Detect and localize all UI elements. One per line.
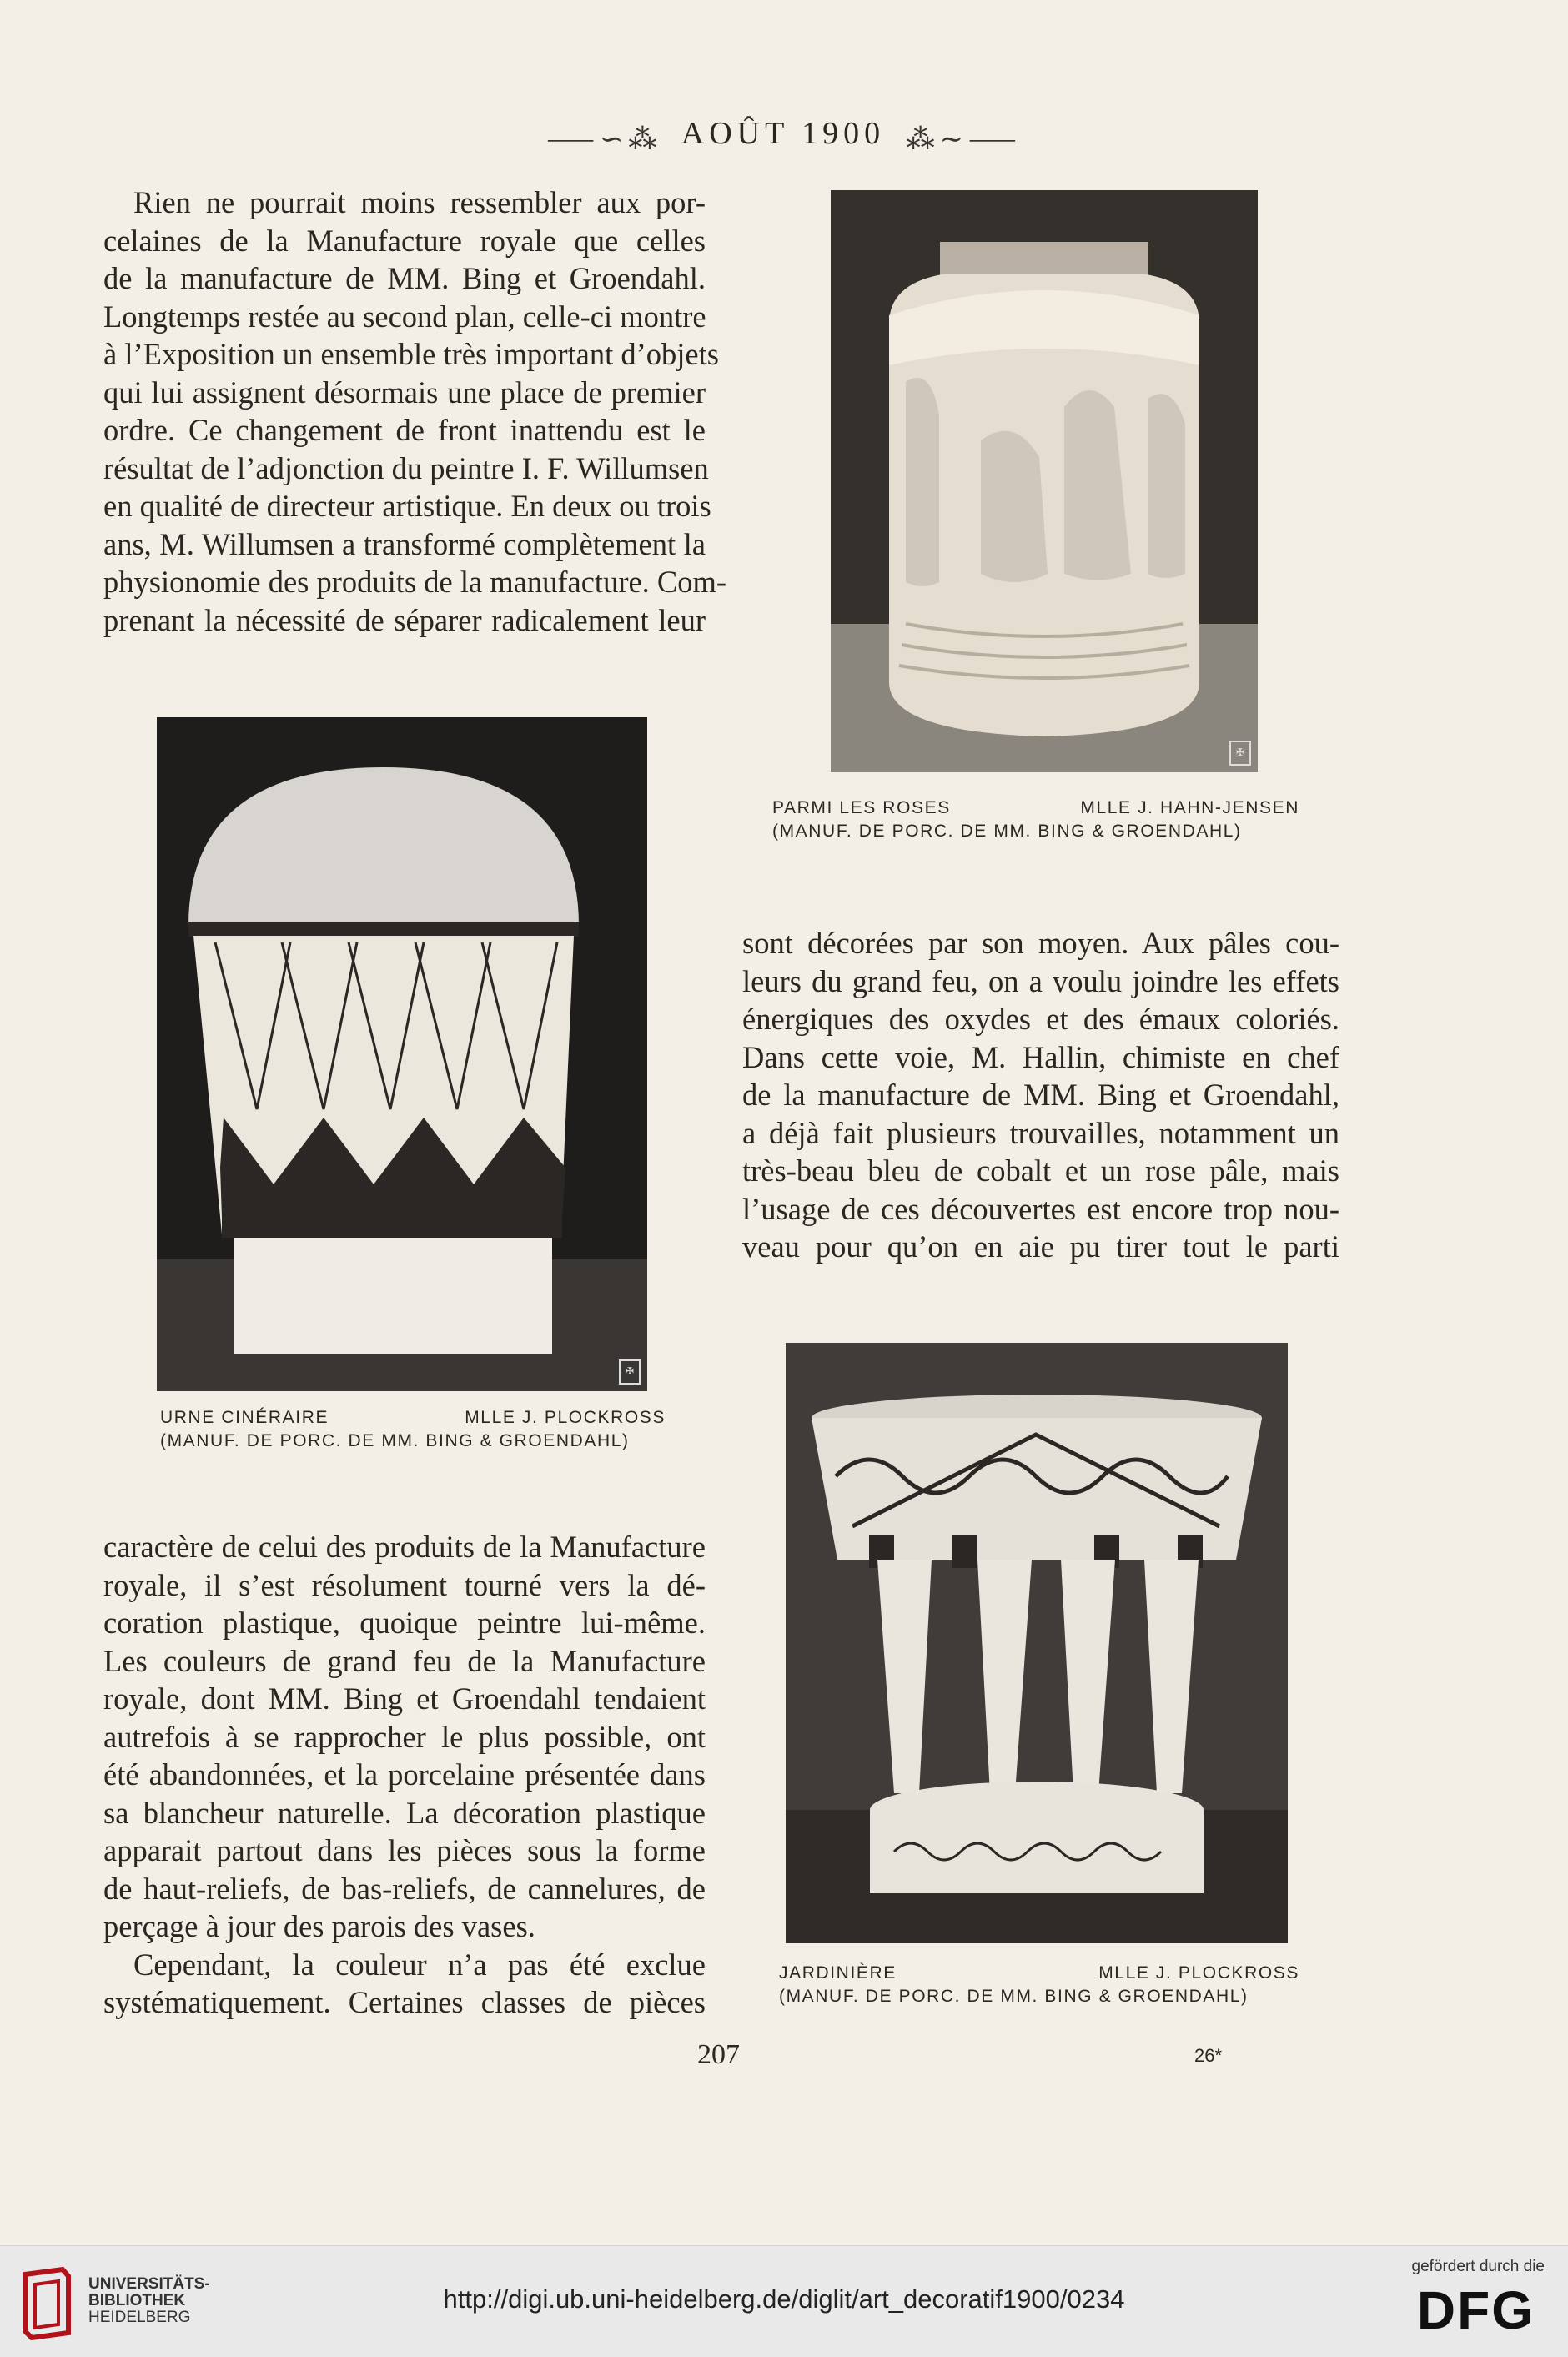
photo-jardiniere bbox=[786, 1343, 1288, 1943]
photo-urne-cineraire bbox=[157, 717, 647, 1391]
library-line-3: HEIDELBERG bbox=[88, 2309, 191, 2326]
caption-maker: (MANUF. DE PORC. DE MM. BING & GROENDAHL) bbox=[160, 1431, 630, 1450]
monogram-icon: ✠ bbox=[1229, 741, 1251, 766]
text-line: autrefois à se rapprocher le plus possible, ont bbox=[103, 1719, 706, 1754]
text-line: prenant la nécessité de séparer radicalement leur bbox=[103, 602, 706, 637]
text-line: ans, M. Willumsen a transformé complètement la bbox=[103, 526, 706, 561]
text-line: sa blancheur naturelle. La décoration plastique bbox=[103, 1795, 706, 1830]
photo-parmi-les-roses bbox=[831, 190, 1258, 772]
footer-bar bbox=[0, 2245, 1568, 2357]
text-line: Les couleurs de grand feu de la Manufacture bbox=[103, 1643, 706, 1678]
caption-title: URNE CINÉRAIRE bbox=[160, 1408, 329, 1427]
caption-author: MLLE J. PLOCKROSS bbox=[465, 1408, 666, 1427]
text-line: royale, dont MM. Bing et Groendahl tendaient bbox=[103, 1681, 706, 1716]
text-line: qui lui assignent désormais une place de premier bbox=[103, 374, 706, 410]
right-ornament-icon: ⁂∼⸺ bbox=[906, 123, 1022, 155]
funded-by-label: gefördert durch die bbox=[1411, 2258, 1545, 2275]
text-column-left-bottom bbox=[103, 1528, 706, 2022]
caption-jardiniere bbox=[779, 1962, 1299, 2008]
text-line: en qualité de directeur artistique. En deux ou trois bbox=[103, 489, 711, 523]
caption-author: MLLE J. HAHN-JENSEN bbox=[1080, 798, 1299, 817]
text-line: été abandonnées, et la porcelaine présentée dans bbox=[103, 1757, 706, 1792]
text-line: sont décorées par son moyen. Aux pâles cou- bbox=[742, 926, 1339, 960]
dfg-logo: DFG bbox=[1416, 2280, 1535, 2340]
text-line: royale, il s’est résolument tourné vers la dé- bbox=[103, 1567, 706, 1602]
caption-author: MLLE J. PLOCKROSS bbox=[1098, 1963, 1299, 1983]
caption-parmi-les-roses bbox=[772, 797, 1299, 843]
monogram-icon: ✠ bbox=[619, 1359, 641, 1385]
text-line: caractère de celui des produits de la Manufacture bbox=[103, 1530, 706, 1564]
text-line: de la manufacture de MM. Bing et Groendahl. bbox=[103, 261, 706, 295]
left-ornament-icon: ⸺∽⁂ bbox=[546, 123, 662, 155]
text-line: ordre. Ce changement de front inattendu est le bbox=[103, 413, 706, 447]
text-column-left-top bbox=[103, 183, 727, 639]
text-line: Cependant, la couleur n’a pas été exclue bbox=[133, 1947, 706, 1982]
caption-maker: (MANUF. DE PORC. DE MM. BING & GROENDAHL) bbox=[772, 822, 1242, 841]
text-line: énergiques des oxydes et des émaux coloriés. bbox=[742, 1002, 1339, 1036]
caption-maker: (MANUF. DE PORC. DE MM. BING & GROENDAHL) bbox=[779, 1987, 1249, 2006]
text-line: leurs du grand feu, on a voulu joindre les effets bbox=[742, 963, 1339, 998]
running-header bbox=[0, 115, 1568, 157]
text-line: à l’Exposition un ensemble très important d’objets bbox=[103, 337, 719, 371]
text-line: a déjà fait plusieurs trouvailles, notamment un bbox=[742, 1115, 1339, 1150]
text-line: Longtemps restée au second plan, celle-ci montre bbox=[103, 299, 706, 334]
text-line: systématiquement. Certaines classes de pièces bbox=[103, 1985, 706, 2019]
text-line: celaines de la Manufacture royale que celles bbox=[103, 223, 706, 258]
text-line: apparait partout dans les pièces sous la forme bbox=[103, 1833, 706, 1867]
text-line: très-beau bleu de cobalt et un rose pâle, mais bbox=[742, 1153, 1339, 1188]
signature-mark: 26* bbox=[1194, 2045, 1223, 2066]
text-line: perçage à jour des parois des vases. bbox=[103, 1909, 535, 1943]
text-line: veau pour qu’on en aie pu tirer tout le parti bbox=[742, 1229, 1339, 1264]
text-line: Rien ne pourrait moins ressembler aux por- bbox=[133, 185, 706, 219]
text-line: de haut-reliefs, de bas-reliefs, de cannelures, de bbox=[103, 1871, 706, 1906]
caption-title: PARMI LES ROSES bbox=[772, 798, 951, 817]
text-line: l’usage de ces découvertes est encore trop nou- bbox=[742, 1191, 1339, 1226]
text-column-right-middle bbox=[742, 924, 1339, 1266]
text-line: résultat de l’adjonction du peintre I. F. Willumsen bbox=[103, 450, 709, 485]
caption-urne-cineraire bbox=[160, 1406, 666, 1453]
text-line: physionomie des produits de la manufacture. Com- bbox=[103, 565, 727, 599]
text-line: Dans cette voie, M. Hallin, chimiste en chef bbox=[742, 1039, 1339, 1074]
caption-title: JARDINIÈRE bbox=[779, 1963, 897, 1983]
page-number: 207 bbox=[697, 2039, 740, 2070]
permalink-url[interactable]: http://digi.ub.uni-heidelberg.de/diglit/art_decoratif1900/0234 bbox=[443, 2284, 1125, 2314]
text-line: de la manufacture de MM. Bing et Groendahl, bbox=[742, 1078, 1339, 1112]
text-line: coration plastique, quoique peintre lui-même. bbox=[103, 1606, 706, 1640]
library-line-2: BIBLIOTHEK bbox=[88, 2292, 186, 2309]
library-line-1: UNIVERSITÄTS- bbox=[88, 2275, 210, 2293]
header-title: AOÛT 1900 bbox=[681, 116, 886, 151]
